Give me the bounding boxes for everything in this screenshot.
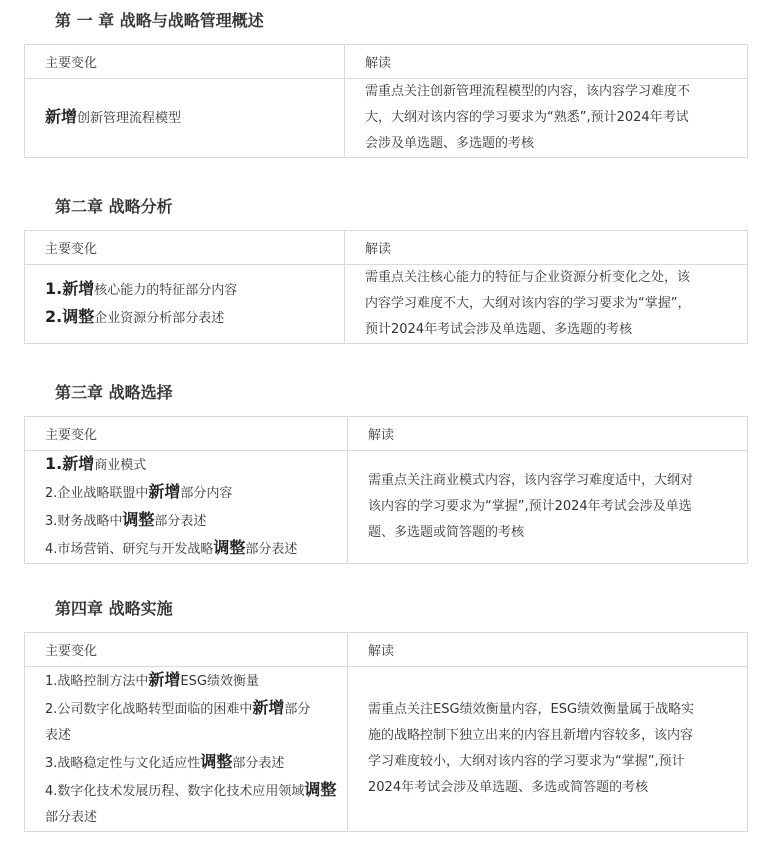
header-interpretation: 解读 [348, 417, 748, 451]
change-text: 部分内容 [180, 486, 233, 501]
chapter-1-table [24, 44, 748, 158]
chapter-2-title: 第二章 战略分析 [55, 197, 173, 216]
table-row [25, 667, 748, 832]
change-keyword: 新增 [148, 670, 181, 689]
change-item-continuation: 表述 [45, 728, 72, 743]
change-keyword: 调整 [122, 510, 155, 529]
change-text: 4.数字化技术发展历程、数字化技术应用领域 [45, 784, 305, 799]
change-item [45, 304, 344, 332]
chapter-1-title: 第 一 章 战略与战略管理概述 [55, 11, 264, 30]
change-text: 4.市场营销、研究与开发战略 [45, 542, 214, 557]
interpretation-cell: 需重点关注核心能力的特征与企业资源分析变化之处，该 内容学习难度不大，大纲对该内容的学习要求为“掌握”， 预计2024年考试会涉及单选题、多选题的考核 [345, 265, 748, 344]
change-text: 商业模式 [94, 458, 147, 473]
table-header-row [25, 633, 748, 667]
change-item [45, 507, 347, 535]
change-text: 创新管理流程模型 [77, 111, 182, 126]
change-text: 核心能力的特征部分内容 [94, 283, 238, 298]
change-item [45, 451, 347, 479]
header-main-changes: 主要变化 [25, 45, 345, 79]
changes-cell [25, 667, 348, 832]
interpretation-cell: 需重点关注ESG绩效衡量内容，ESG绩效衡量属于战略实 施的战略控制下独立出来的内容且新增内容较多，该内容 学习难度较小，大纲对该内容的学习要求为“掌握”,预计 2024年考试会涉及单选题、多选或简答题的考核 [348, 667, 748, 832]
change-item [45, 479, 347, 507]
table-header-row [25, 417, 748, 451]
change-text: 3.战略稳定性与文化适应性 [45, 756, 201, 771]
chapter-4-table [24, 632, 748, 832]
change-text: 部分表述 [45, 810, 98, 825]
change-item [45, 276, 344, 304]
change-text: 3.财务战略中 [45, 514, 123, 529]
header-main-changes: 主要变化 [25, 417, 348, 451]
change-keyword: 2.调整 [45, 307, 95, 326]
change-item [45, 695, 337, 723]
table-row [25, 79, 748, 158]
change-text: 2.企业战略联盟中 [45, 486, 149, 501]
change-item [45, 777, 337, 831]
changes-cell [25, 451, 348, 564]
change-text: 2.公司数字化战略转型面临的困难中 [45, 702, 253, 717]
change-text: 部分表述 [154, 514, 207, 529]
table-header-row [25, 45, 748, 79]
header-main-changes: 主要变化 [25, 231, 345, 265]
change-text: ESG绩效衡量 [180, 674, 259, 689]
table-row [25, 265, 748, 344]
change-item [45, 749, 337, 777]
table-row [25, 451, 748, 564]
change-keyword: 1.新增 [45, 279, 95, 298]
change-keyword: 调整 [213, 538, 246, 557]
interpretation-cell: 需重点关注创新管理流程模型的内容，该内容学习难度不 大，大纲对该内容的学习要求为“熟悉”,预计2024年考试 会涉及单选题、多选题的考核 [345, 79, 748, 158]
change-text: 企业资源分析部分表述 [94, 311, 225, 326]
chapter-3-title: 第三章 战略选择 [55, 383, 173, 402]
change-keyword: 新增 [45, 107, 78, 126]
table-header-row [25, 231, 748, 265]
header-interpretation: 解读 [345, 231, 748, 265]
chapter-4-title: 第四章 战略实施 [55, 599, 173, 618]
change-text: 部分 [284, 702, 311, 717]
change-item [45, 535, 347, 563]
change-keyword: 新增 [252, 698, 285, 717]
header-main-changes: 主要变化 [25, 633, 348, 667]
change-item [45, 667, 337, 695]
change-keyword: 1.新增 [45, 454, 95, 473]
change-text: 1.战略控制方法中 [45, 674, 149, 689]
change-item [45, 104, 344, 132]
change-keyword: 调整 [200, 752, 233, 771]
header-interpretation: 解读 [348, 633, 748, 667]
changes-cell [25, 265, 345, 344]
change-text: 部分表述 [245, 542, 298, 557]
change-text: 部分表述 [232, 756, 285, 771]
changes-cell [25, 79, 345, 158]
header-interpretation: 解读 [345, 45, 748, 79]
change-keyword: 调整 [304, 780, 337, 799]
chapter-3-table [24, 416, 748, 564]
change-keyword: 新增 [148, 482, 181, 501]
interpretation-cell: 需重点关注商业模式内容，该内容学习难度适中，大纲对 该内容的学习要求为“掌握”,预计2024年考试会涉及单选 题、多选题或简答题的考核 [348, 451, 748, 564]
chapter-2-table [24, 230, 748, 344]
